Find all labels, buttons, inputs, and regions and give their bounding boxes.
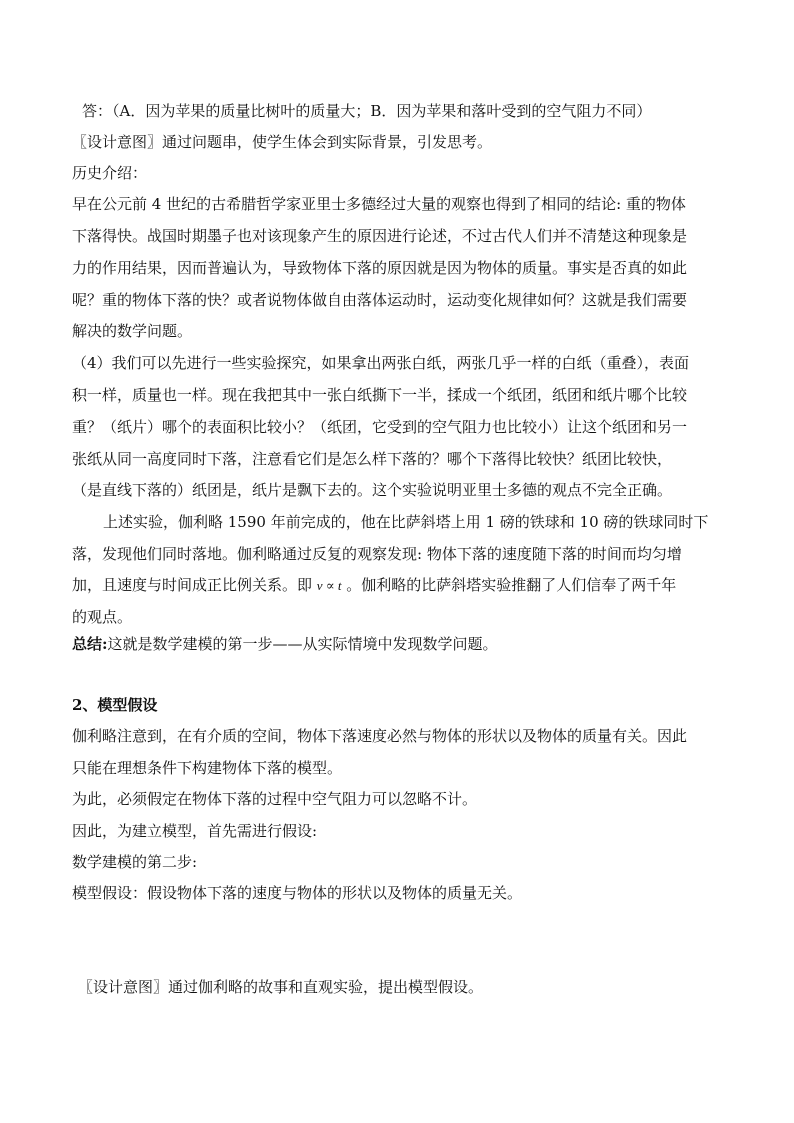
section-2-line: 因此，为建立模型，首先需进行假设: <box>72 822 318 840</box>
history-line: 解决的数学问题。 <box>72 322 193 340</box>
experiment-line: （4）我们可以先进行一些实验探究，如果拿出两张白纸，两张几乎一样的白纸（重叠），表面 <box>72 354 690 372</box>
experiment-line: 张纸从同一高度同时下落，注意看它们是怎么样下落的？哪个下落得比较快？纸团比较快， <box>72 450 673 468</box>
history-heading: 历史介绍： <box>72 164 148 182</box>
history-line: 下落得快。战国时期墨子也对该现象产生的原因进行论述，不过古代人们并不清楚这种现象是 <box>72 227 688 245</box>
galileo-line: 的观点。 <box>72 608 133 626</box>
section-2-line: 数学建模的第二步: <box>72 853 198 871</box>
summary-line <box>72 634 498 654</box>
section-2-line: 模型假设：假设物体下落的速度与物体的形状以及物体的质量无关。 <box>72 884 523 902</box>
section-2-line: 为此，必须假定在物体下落的过程中空气阻力可以忽略不计。 <box>72 790 478 808</box>
design-intent-1: 〖设计意图〗通过问题串，使学生体会到实际背景，引发思考。 <box>72 133 493 151</box>
section-2-line: 伽利略注意到，在有介质的空间，物体下落速度必然与物体的形状以及物体的质量有关。因此 <box>72 727 688 745</box>
design-intent-2: 〖设计意图〗通过伽利略的故事和直观实验，提出模型假设。 <box>78 978 484 996</box>
section-2-heading: 2、模型假设 <box>72 696 158 714</box>
galileo-line: 落，发现他们同时落地。伽利略通过反复的观察发现: 物体下落的速度随下落的时间而均匀增 <box>72 545 682 563</box>
experiment-line: 重？（纸片）哪个的表面积比较小？（纸团，它受到的空气阻力也比较小）让这个纸团和另一 <box>72 418 688 436</box>
experiment-line: （是直线下落的）纸团是，纸片是飘下去的。这个实验说明亚里士多德的观点不完全正确。 <box>72 481 673 499</box>
galileo-line: 上述实验，伽利略 1590 年前完成的，他在比萨斜塔上用 1 磅的铁球和 10 磅的铁球同时下 <box>103 513 709 531</box>
history-line: 力的作用结果，因而普遍认为，导致物体下落的原因就是因为物体的质量。事实是否真的如此 <box>72 259 688 277</box>
summary-text: 这就是数学建模的第一步——从实际情境中发现数学问题。 <box>107 635 498 653</box>
answer-text: 答：（A．因为苹果的质量比树叶的质量大；B．因为苹果和落叶受到的空气阻力不同） <box>82 102 652 120</box>
proportional-formula: v ∝ t <box>316 578 342 593</box>
galileo-line-text-before: 加，且速度与时间成正比例关系。即 <box>72 576 313 594</box>
summary-label: 总结: <box>72 635 108 653</box>
history-line: 早在公元前 4 世纪的古希腊哲学家亚里士多德经过大量的观察也得到了相同的结论: 重的物体 <box>72 195 686 213</box>
section-2-line: 只能在理想条件下构建物体下落的模型。 <box>72 759 343 777</box>
history-line: 呢？重的物体下落的快？或者说物体做自由落体运动时，运动变化规律如何？这就是我们需要 <box>72 291 688 309</box>
galileo-line-text-after: 。伽利略的比萨斜塔实验推翻了人们信奉了两千年 <box>346 576 677 594</box>
experiment-line: 积一样，质量也一样。现在我把其中一张白纸撕下一半，揉成一个纸团，纸团和纸片哪个比较 <box>72 386 688 404</box>
galileo-line-formula <box>72 575 676 596</box>
